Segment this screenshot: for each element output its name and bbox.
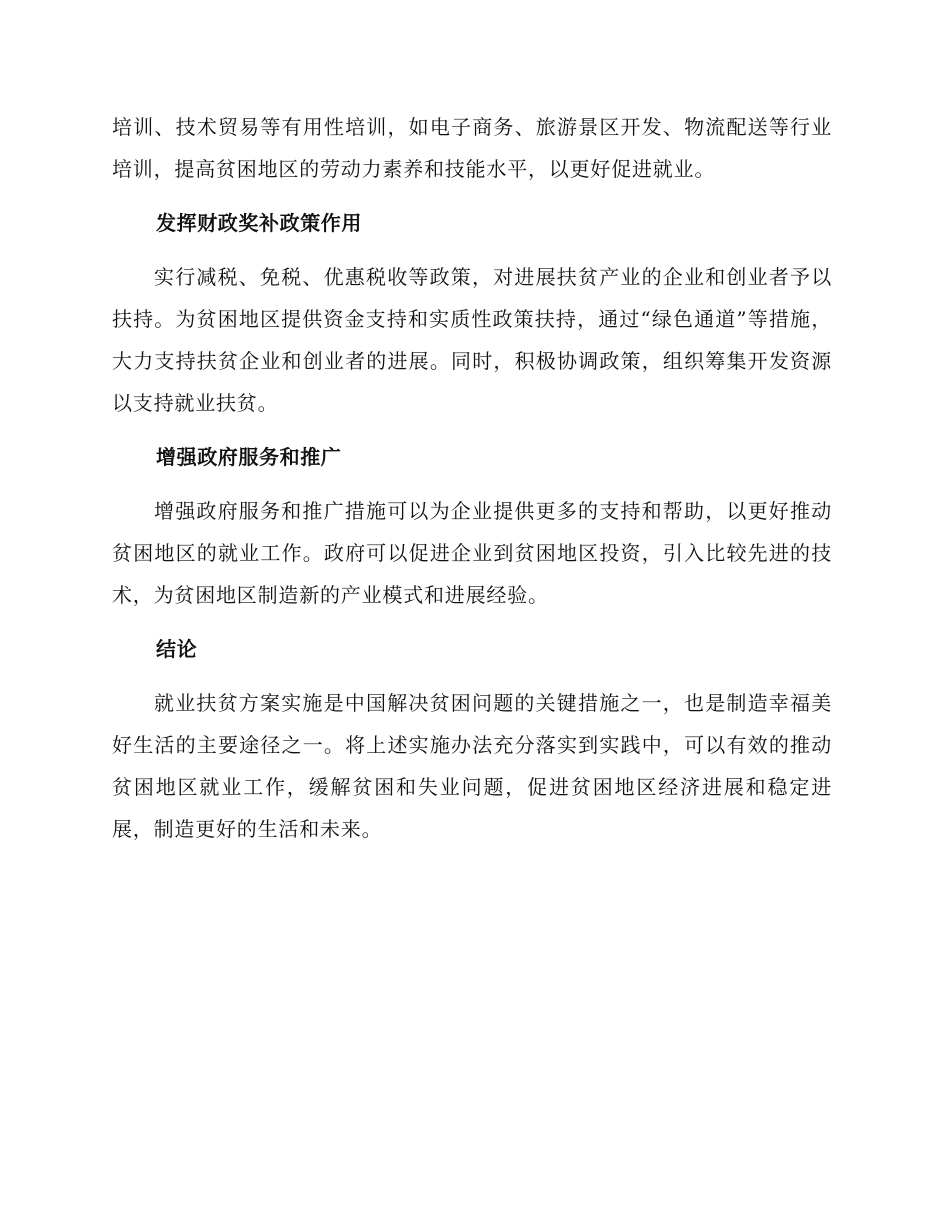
document-body	[112, 106, 832, 850]
section-heading-conclusion: 结论	[156, 637, 198, 661]
section-body-conclusion: 就业扶贫方案实施是中国解决贫困问题的关键措施之一，也是制造幸福美好生活的主要途径之一。将上述实施办法充分落实到实践中，可以有效的推动贫困地区就业工作，缓解贫困和失业问题，促进贫困地区经济进展和稳定进展，制造更好的生活和未来。	[112, 691, 832, 841]
section-heading-fiscal-policy: 发挥财政奖补政策作用	[156, 211, 362, 235]
intro-paragraph: 培训、技术贸易等有用性培训，如电子商务、旅游景区开发、物流配送等行业培训，提高贫困地区的劳动力素养和技能水平，以更好促进就业。	[112, 115, 832, 181]
section-body-fiscal-policy: 实行减税、免税、优惠税收等政策，对进展扶贫产业的企业和创业者予以扶持。为贫困地区提供资金支持和实质性政策扶持，通过“绿色通道”等措施，大力支持扶贫企业和创业者的进展。同时，积极协调政策，组织筹集开发资源以支持就业扶贫。	[112, 265, 832, 415]
section-body-government-service: 增强政府服务和推广措施可以为企业提供更多的支持和帮助，以更好推动贫困地区的就业工作。政府可以促进企业到贫困地区投资，引入比较先进的技术，为贫困地区制造新的产业模式和进展经验。	[112, 499, 832, 607]
section-heading-government-service: 增强政府服务和推广	[156, 445, 342, 469]
